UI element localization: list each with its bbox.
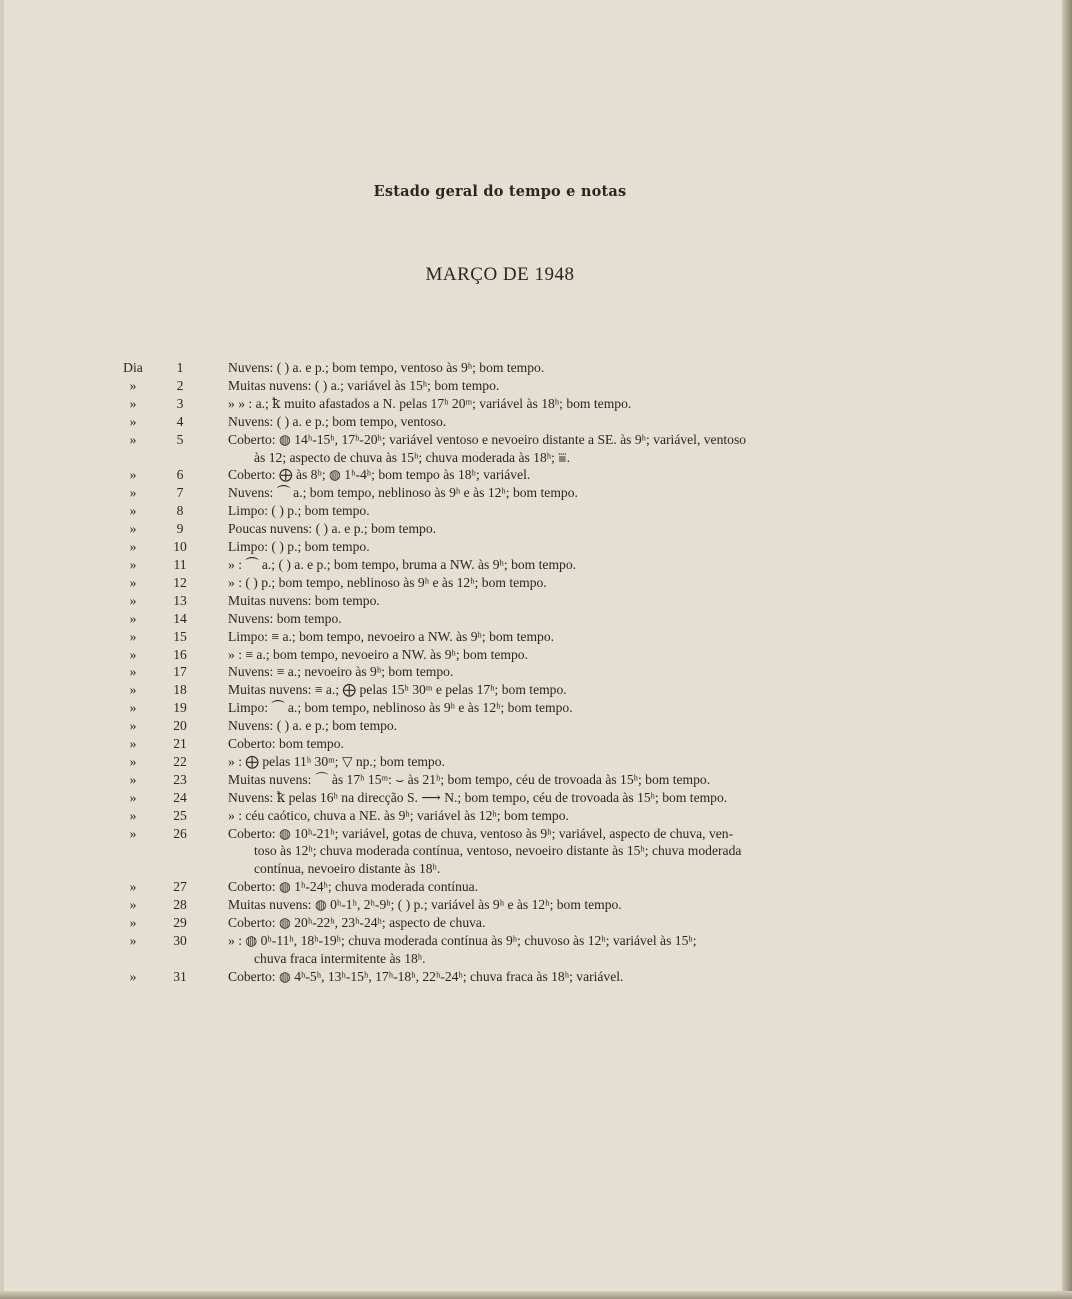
day-number: 2 (176, 377, 184, 393)
day-number: 5 (176, 431, 184, 447)
table-row (0, 663, 1062, 681)
day-number: 4 (176, 413, 184, 429)
note-line: Limpo: ≡ a.; bom tempo, nevoeiro a NW. às 9ʰ; bom tempo. (228, 628, 555, 644)
table-row (0, 431, 1062, 467)
weather-note (228, 592, 893, 610)
table-row (0, 574, 1062, 592)
day-number: 10 (173, 539, 187, 555)
table-row (0, 628, 1062, 646)
weather-note (228, 914, 893, 932)
table-row (0, 413, 1062, 431)
note-line: Coberto: ◍ 14ʰ-15ʰ, 17ʰ-20ʰ; variável ventoso e nevoeiro distante a SE. às 9ʰ; variável, ventoso (228, 431, 747, 447)
ditto-mark: » (129, 807, 137, 823)
note-continuation-line: às 12; aspecto de chuva às 15ʰ; chuva moderada às 18ʰ; ⩸. (254, 449, 570, 465)
weather-note (228, 968, 893, 986)
note-line: » : ⨁ pelas 11ʰ 30ᵐ; ▽ np.; bom tempo. (228, 753, 445, 769)
ditto-mark: » (129, 539, 137, 555)
weather-note (228, 538, 893, 556)
weather-note (228, 574, 893, 592)
weather-note (228, 484, 893, 502)
table-row (0, 968, 1062, 986)
table-row (0, 914, 1062, 932)
ditto-mark: » (129, 503, 137, 519)
day-number: 16 (173, 646, 187, 662)
ditto-mark: » (129, 968, 137, 984)
note-line: Limpo: ( ) p.; bom tempo. (228, 539, 370, 555)
page-edge-right (1062, 0, 1072, 1299)
ditto-mark: » (129, 431, 137, 447)
note-line: » : ◍ 0ʰ-11ʰ, 18ʰ-19ʰ; chuva moderada contínua às 9ʰ; chuvoso às 12ʰ; variável às 15ʰ; (228, 933, 697, 948)
day-number: 15 (173, 628, 187, 644)
page-title: Estado geral do tempo e notas (373, 183, 627, 200)
day-number: 28 (173, 897, 187, 913)
weather-note (228, 466, 893, 484)
table-row (0, 932, 1062, 968)
weather-note (228, 771, 893, 789)
day-number: 9 (176, 521, 184, 537)
day-number: 17 (173, 664, 187, 680)
month-heading: MARÇO DE 1948 (425, 264, 575, 285)
note-line: » : ≡ a.; bom tempo, nevoeiro a NW. às 9ʰ; bom tempo. (228, 646, 528, 662)
weather-note (228, 807, 893, 825)
table-row (0, 610, 1062, 628)
ditto-mark: » (129, 467, 137, 483)
table-row (0, 717, 1062, 735)
ditto-mark: » (129, 556, 137, 572)
table-row (0, 359, 1062, 377)
table-row (0, 699, 1062, 717)
ditto-mark: » (129, 574, 137, 590)
day-number: 3 (176, 395, 184, 411)
note-line: Coberto: bom tempo. (228, 736, 344, 752)
day-number: 22 (173, 753, 187, 769)
ditto-mark: » (129, 825, 137, 841)
weather-note (228, 825, 893, 879)
ditto-mark: » (129, 485, 137, 501)
table-row (0, 789, 1062, 807)
weather-notes-table (0, 359, 1062, 986)
day-number: 11 (173, 556, 187, 572)
table-row (0, 825, 1062, 879)
ditto-mark: » (129, 610, 137, 626)
ditto-mark: » (129, 933, 137, 948)
note-line: Coberto: ◍ 20ʰ-22ʰ, 23ʰ-24ʰ; aspecto de chuva. (228, 915, 486, 931)
weather-note (228, 663, 893, 681)
day-number: 19 (173, 700, 187, 716)
note-line: Nuvens: bom tempo. (228, 610, 342, 626)
note-line: Muitas nuvens: bom tempo. (228, 592, 380, 608)
note-line: Coberto: ◍ 4ʰ-5ʰ, 13ʰ-15ʰ, 17ʰ-18ʰ, 22ʰ-24ʰ; chuva fraca às 18ʰ; variável. (228, 968, 624, 984)
ditto-mark: » (129, 521, 137, 537)
page-edge-bottom (0, 1291, 1072, 1299)
ditto-mark: » (129, 592, 137, 608)
table-row (0, 771, 1062, 789)
day-number: 31 (173, 968, 187, 984)
ditto-mark: » (129, 628, 137, 644)
ditto-mark: » (129, 718, 137, 734)
day-number: 8 (176, 503, 184, 519)
table-row (0, 556, 1062, 574)
note-line: Muitas nuvens: ≡ a.; ⨁ pelas 15ʰ 30ᵐ e pelas 17ʰ; bom tempo. (228, 682, 567, 698)
weather-note (228, 431, 893, 467)
table-row (0, 735, 1062, 753)
weather-note (228, 359, 893, 377)
day-number: 25 (173, 807, 187, 823)
note-line: Muitas nuvens: ⌒ às 17ʰ 15ᵐ: ⌣ às 21ʰ; bom tempo, céu de trovoada às 15ʰ; bom tempo. (228, 771, 711, 787)
weather-note (228, 735, 893, 753)
table-row (0, 520, 1062, 538)
table-row (0, 484, 1062, 502)
day-number: 1 (176, 360, 184, 375)
table-row (0, 646, 1062, 664)
ditto-mark: » (129, 915, 137, 931)
note-line: Limpo: ⏜ a.; bom tempo, neblinoso às 9ʰ e às 12ʰ; bom tempo. (228, 700, 573, 716)
day-number: 27 (173, 879, 187, 895)
table-row (0, 681, 1062, 699)
note-line: » : ⏜ a.; ( ) a. e p.; bom tempo, bruma a NW. às 9ʰ; bom tempo. (228, 556, 577, 572)
day-number: 30 (173, 933, 187, 948)
weather-note (228, 896, 893, 914)
table-row (0, 502, 1062, 520)
ditto-mark: » (129, 879, 137, 895)
note-line: Coberto: ⨁ às 8ʰ; ◍ 1ʰ-4ʰ; bom tempo às 18ʰ; variável. (228, 467, 531, 483)
ditto-mark: » (129, 395, 137, 411)
note-line: Nuvens: ( ) a. e p.; bom tempo, ventoso às 9ʰ; bom tempo. (228, 360, 545, 375)
ditto-mark: » (129, 736, 137, 752)
ditto-mark: » (129, 377, 137, 393)
ditto-mark: » (129, 413, 137, 429)
note-line: » : céu caótico, chuva a NE. às 9ʰ; variável às 12ʰ; bom tempo. (228, 807, 569, 823)
note-line: Nuvens: ≡ a.; nevoeiro às 9ʰ; bom tempo. (228, 664, 454, 680)
note-line: Nuvens: ( ) a. e p.; bom tempo. (228, 718, 398, 734)
weather-note (228, 520, 893, 538)
day-number: 12 (173, 574, 187, 590)
weather-note (228, 556, 893, 574)
weather-note (228, 789, 893, 807)
ditto-mark: » (129, 771, 137, 787)
ditto-mark: » (129, 664, 137, 680)
day-number: 26 (173, 825, 187, 841)
table-row (0, 807, 1062, 825)
weather-note (228, 878, 893, 896)
weather-note (228, 932, 893, 968)
note-line: Nuvens: ( ) a. e p.; bom tempo, ventoso. (228, 413, 447, 429)
weather-note (228, 502, 893, 520)
weather-note (228, 681, 893, 699)
weather-note (228, 377, 893, 395)
ditto-mark: » (129, 682, 137, 698)
table-row (0, 878, 1062, 896)
weather-note (228, 413, 893, 431)
weather-note (228, 753, 893, 771)
ditto-mark: » (129, 753, 137, 769)
note-line: Muitas nuvens: ( ) a.; variável às 15ʰ; bom tempo. (228, 377, 500, 393)
note-line: » : ( ) p.; bom tempo, neblinoso às 9ʰ e às 12ʰ; bom tempo. (228, 574, 547, 590)
table-row (0, 753, 1062, 771)
table-row (0, 377, 1062, 395)
day-number: 21 (173, 736, 187, 752)
note-continuation-line: chuva fraca intermitente às 18ʰ. (254, 950, 426, 966)
note-line: Coberto: ◍ 1ʰ-24ʰ; chuva moderada contínua. (228, 879, 479, 895)
note-line: Limpo: ( ) p.; bom tempo. (228, 503, 370, 519)
note-continuation-line: contínua, nevoeiro distante às 18ʰ. (254, 861, 441, 877)
weather-note (228, 646, 893, 664)
note-line: » » : a.; ꝁ muito afastados a N. pelas 17ʰ 20ᵐ; variável às 18ʰ; bom tempo. (228, 395, 632, 411)
weather-note (228, 628, 893, 646)
note-line: Poucas nuvens: ( ) a. e p.; bom tempo. (228, 521, 437, 537)
table-row (0, 592, 1062, 610)
day-number: 23 (173, 771, 187, 787)
day-number: 29 (173, 915, 187, 931)
day-number: 18 (173, 682, 187, 698)
ditto-mark: » (129, 700, 137, 716)
weather-note (228, 395, 893, 413)
table-row (0, 395, 1062, 413)
weather-note (228, 610, 893, 628)
note-line: Muitas nuvens: ◍ 0ʰ-1ʰ, 2ʰ-9ʰ; ( ) p.; variável às 9ʰ e às 12ʰ; bom tempo. (228, 897, 622, 913)
table-row (0, 896, 1062, 914)
day-number: 24 (173, 789, 187, 805)
note-line: Nuvens: ⏜ a.; bom tempo, neblinoso às 9ʰ e às 12ʰ; bom tempo. (228, 485, 578, 501)
weather-note (228, 717, 893, 735)
day-number: 13 (173, 592, 187, 608)
day-number: 6 (176, 467, 184, 483)
weather-note (228, 699, 893, 717)
table-row (0, 466, 1062, 484)
day-number: 20 (173, 718, 187, 734)
day-number: 14 (173, 610, 187, 626)
note-line: Nuvens: ꝁ pelas 16ʰ na direcção S. ⟶ N.; bom tempo, céu de trovoada às 15ʰ; bom tempo. (228, 789, 728, 805)
ditto-mark: » (129, 646, 137, 662)
day-number: 7 (176, 485, 184, 501)
column-label-dia: Dia (123, 360, 143, 375)
ditto-mark: » (129, 897, 137, 913)
note-line: Coberto: ◍ 10ʰ-21ʰ; variável, gotas de chuva, ventoso às 9ʰ; variável, aspecto de chuva, ven- (228, 825, 734, 841)
ditto-mark: » (129, 789, 137, 805)
note-continuation-line: toso às 12ʰ; chuva moderada contínua, ventoso, nevoeiro distante às 15ʰ; chuva moderada (254, 843, 742, 859)
table-row (0, 538, 1062, 556)
